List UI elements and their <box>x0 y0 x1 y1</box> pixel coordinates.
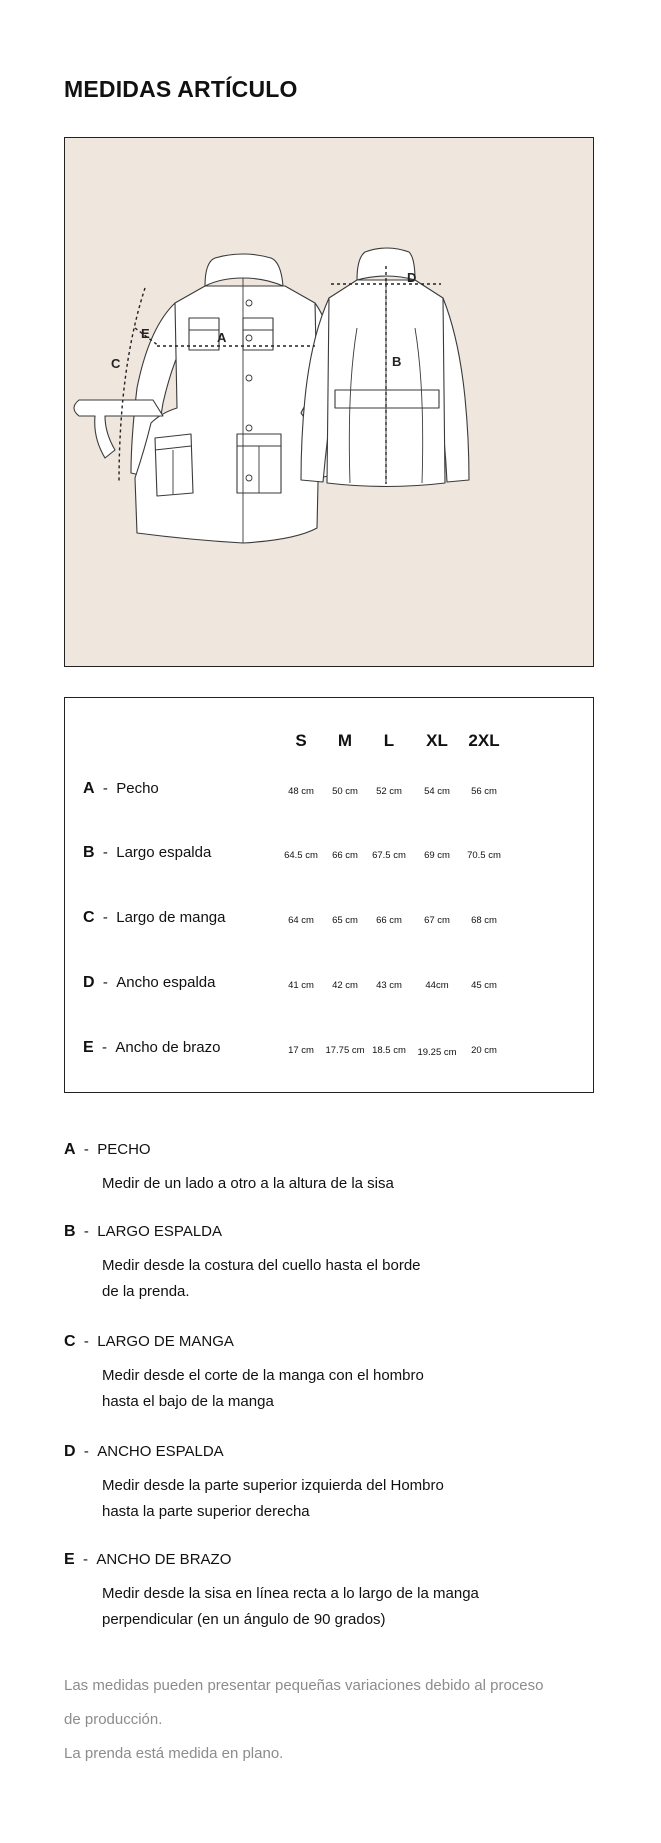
size-header-xl: XL <box>426 731 448 750</box>
row-letter: C <box>83 909 95 926</box>
table-row-label: E - Ancho de brazo <box>83 1039 221 1056</box>
size-header-s: S <box>295 731 307 750</box>
table-cell: 41 cm <box>288 980 314 991</box>
row-letter: D <box>83 974 95 991</box>
table-cell: 68 cm <box>471 915 497 926</box>
table-cell: 69 cm <box>424 850 450 861</box>
table-cell: 18.5 cm <box>372 1045 406 1056</box>
table-cell: 70.5 cm <box>467 850 501 861</box>
description-body <box>102 1581 624 1633</box>
table-cell: 17.75 cm <box>325 1045 365 1056</box>
label-b: B <box>392 354 402 369</box>
table-row-label: B - Largo espalda <box>83 844 212 861</box>
description-a <box>64 1141 624 1197</box>
label-c: C <box>111 356 121 371</box>
description-body <box>102 1473 624 1525</box>
page-title: MEDIDAS ARTÍCULO <box>64 76 298 102</box>
description-line: hasta el bajo de la manga <box>102 1393 274 1410</box>
description-letter: B <box>64 1223 76 1240</box>
table-cell: 52 cm <box>376 786 402 797</box>
description-title: ANCHO DE BRAZO <box>96 1551 232 1568</box>
front-chest-pocket-left <box>189 318 219 350</box>
table-cell: 66 cm <box>332 850 358 861</box>
table-cell: 42 cm <box>332 980 358 991</box>
table-cell: 43 cm <box>376 980 402 991</box>
footnote: de producción. <box>64 1711 163 1728</box>
table-cell: 64.5 cm <box>284 850 318 861</box>
description-title: ANCHO ESPALDA <box>97 1443 224 1460</box>
description-line: Medir desde el corte de la manga con el hombro <box>102 1367 424 1384</box>
row-name: Ancho de brazo <box>115 1039 221 1056</box>
table-cell: 64 cm <box>288 915 314 926</box>
table-cell: 44cm <box>425 980 449 991</box>
description-heading: C - LARGO DE MANGA <box>64 1333 234 1350</box>
table-cell: 65 cm <box>332 915 358 926</box>
table-cell: 67.5 cm <box>372 850 406 861</box>
front-lower-pocket-left <box>155 434 193 496</box>
label-e: E <box>141 326 150 341</box>
description-body <box>102 1253 624 1305</box>
description-title: PECHO <box>97 1141 151 1158</box>
description-letter: E <box>64 1551 75 1568</box>
footnote: Las medidas pueden presentar pequeñas variaciones debido al proceso <box>64 1677 544 1694</box>
front-chest-pocket-right <box>243 318 273 350</box>
description-title: LARGO ESPALDA <box>97 1223 223 1240</box>
description-b <box>64 1223 624 1305</box>
description-line: Medir desde la parte superior izquierda del Hombro <box>102 1477 444 1494</box>
table-cell: 20 cm <box>471 1045 497 1056</box>
table-row-label: D - Ancho espalda <box>83 974 216 991</box>
table-cell: 19.25 cm <box>417 1047 457 1058</box>
row-name: Pecho <box>116 780 159 797</box>
table-cell: 54 cm <box>424 786 450 797</box>
description-line: Medir desde la sisa en línea recta a lo largo de la manga <box>102 1585 479 1602</box>
description-heading: A - PECHO <box>64 1141 151 1158</box>
size-table <box>64 697 594 1093</box>
label-a: A <box>217 330 227 345</box>
table-cell: 66 cm <box>376 915 402 926</box>
table-cell: 17 cm <box>288 1045 314 1056</box>
table-cell: 56 cm <box>471 786 497 797</box>
description-d <box>64 1443 624 1525</box>
description-line: hasta la parte superior derecha <box>102 1503 310 1520</box>
description-c <box>64 1333 624 1415</box>
description-line: de la prenda. <box>102 1283 190 1300</box>
garment-measurement-illustration <box>64 137 594 667</box>
front-collar <box>205 254 283 286</box>
label-d: D <box>407 270 417 285</box>
description-heading: D - ANCHO ESPALDA <box>64 1443 224 1460</box>
row-name: Largo de manga <box>116 909 226 926</box>
row-letter: B <box>83 844 95 861</box>
description-line: Medir de un lado a otro a la altura de la sisa <box>102 1175 394 1192</box>
description-heading: B - LARGO ESPALDA <box>64 1223 223 1240</box>
description-letter: D <box>64 1443 76 1460</box>
description-e <box>64 1551 624 1633</box>
table-cell: 67 cm <box>424 915 450 926</box>
table-cell: 45 cm <box>471 980 497 991</box>
description-body <box>102 1363 624 1415</box>
size-header-2xl: 2XL <box>468 731 500 750</box>
description-letter: A <box>64 1141 76 1158</box>
jacket-diagram <box>65 138 595 668</box>
description-line: Medir desde la costura del cuello hasta el borde <box>102 1257 421 1274</box>
row-name: Largo espalda <box>116 844 212 861</box>
row-letter: A <box>83 780 95 797</box>
size-header-m: M <box>337 731 353 750</box>
row-letter: E <box>83 1039 94 1056</box>
description-title: LARGO DE MANGA <box>97 1333 234 1350</box>
description-line: perpendicular (en un ángulo de 90 grados) <box>102 1611 386 1628</box>
row-name: Ancho espalda <box>116 974 216 991</box>
table-row-label: A - Pecho <box>83 780 159 797</box>
size-header-l: L <box>383 731 395 750</box>
description-heading: E - ANCHO DE BRAZO <box>64 1551 232 1568</box>
description-body <box>102 1171 624 1197</box>
description-letter: C <box>64 1333 76 1350</box>
table-cell: 50 cm <box>332 786 358 797</box>
table-cell: 48 cm <box>288 786 314 797</box>
table-row-label: C - Largo de manga <box>83 909 226 926</box>
footnote: La prenda está medida en plano. <box>64 1745 284 1762</box>
